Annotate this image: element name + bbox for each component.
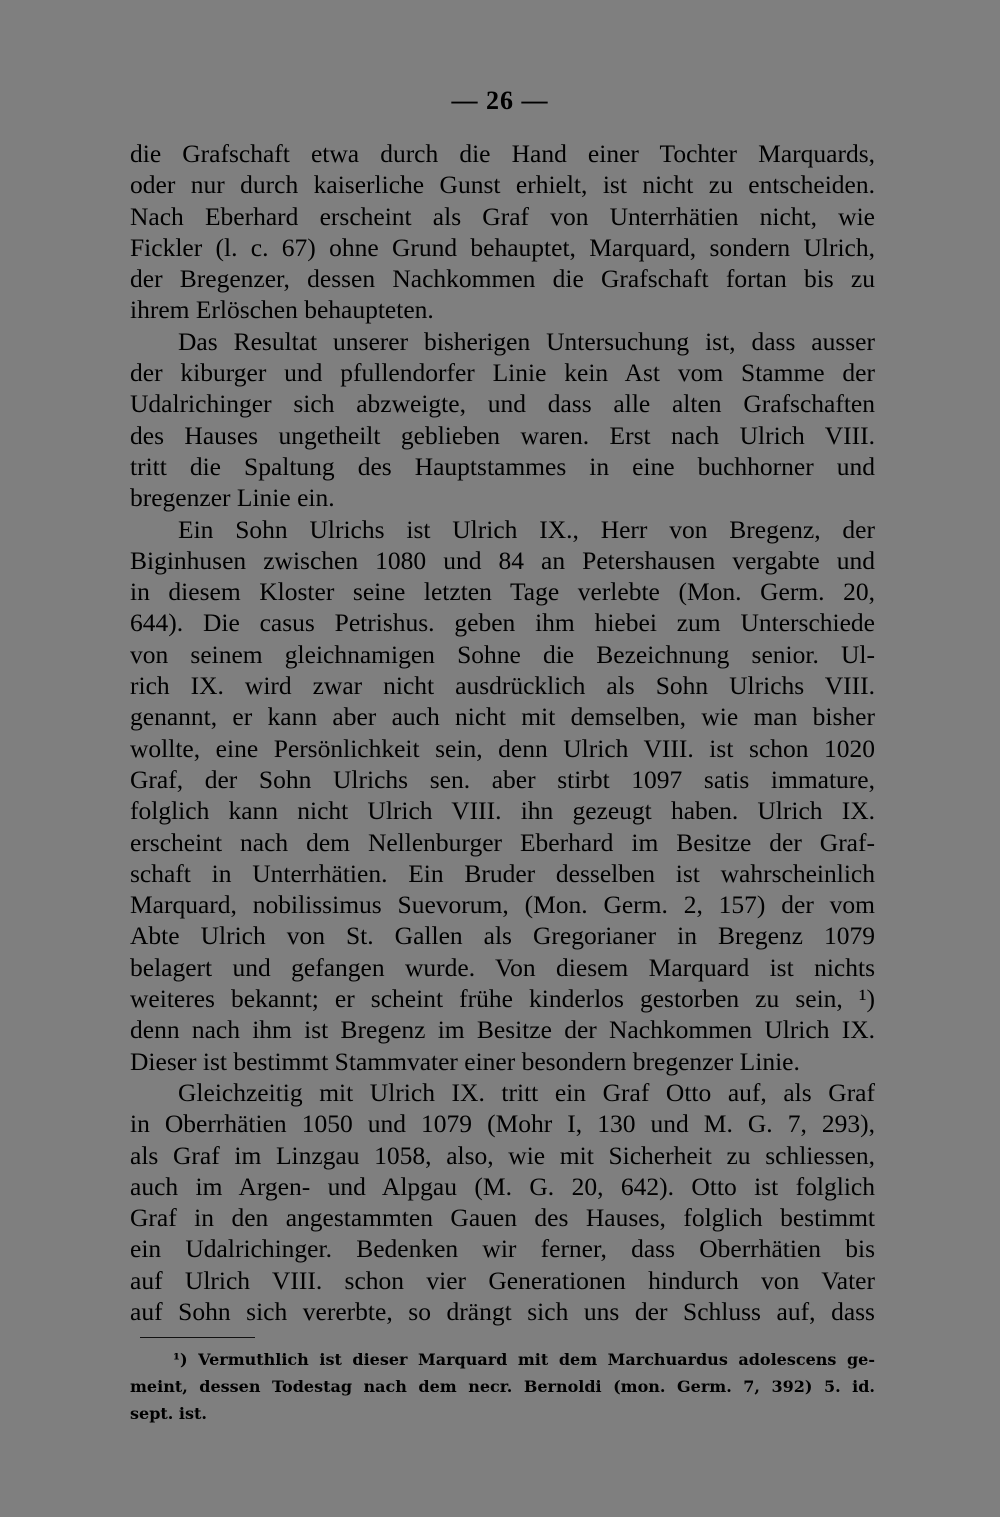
text-line: Fickler (l. c. 67) ohne Grund behauptet, Marquard, sondern Ulrich, (130, 232, 875, 262)
text-line: ein Udalrichinger. Bedenken wir ferner, dass Oberrhätien bis (130, 1234, 875, 1264)
paragraph (130, 1077, 875, 1327)
text-line: in Oberrhätien 1050 und 1079 (Mohr I, 130 und M. G. 7, 293), (130, 1109, 875, 1139)
footnote-line: sept. ist. (130, 1404, 207, 1423)
text-line: schaft in Unterrhätien. Ein Bruder desselben ist wahrscheinlich (130, 858, 875, 888)
text-line: Biginhusen zwischen 1080 und 84 an Petershausen vergabte und (130, 545, 875, 575)
text-line: auf Ulrich VIII. schon vier Generationen hindurch von Vater (130, 1265, 875, 1295)
text-line: Dieser ist bestimmt Stammvater einer besondern bregenzer Linie. (130, 1046, 800, 1076)
footnote-divider (140, 1337, 255, 1338)
text-line: Graf, der Sohn Ulrichs sen. aber stirbt 1097 satis immature, (130, 764, 875, 794)
text-line: folglich kann nicht Ulrich VIII. ihn gezeugt haben. Ulrich IX. (130, 796, 875, 826)
text-line: auch im Argen- und Alpgau (M. G. 20, 642). Otto ist folglich (130, 1171, 875, 1201)
text-line: Das Resultat unserer bisherigen Untersuchung ist, dass ausser (178, 326, 875, 356)
text-line: in diesem Kloster seine letzten Tage verlebte (Mon. Germ. 20, (130, 577, 875, 607)
text-line: rich IX. wird zwar nicht ausdrücklich als Sohn Ulrichs VIII. (130, 671, 875, 701)
text-line: Gleichzeitig mit Ulrich IX. tritt ein Graf Otto auf, als Graf (178, 1077, 875, 1107)
text-line: tritt die Spaltung des Hauptstammes in eine buchhorner und (130, 451, 875, 481)
text-line: weiteres bekannt; er scheint frühe kinderlos gestorben zu sein, ¹) (130, 984, 875, 1014)
text-line: ihrem Erlöschen behaupteten. (130, 295, 434, 325)
text-line: auf Sohn sich vererbte, so drängt sich uns der Schluss auf, dass (130, 1296, 875, 1326)
footnote-line: ¹) Vermuthlich ist dieser Marquard mit dem Marchuardus adolescens ge- (173, 1350, 875, 1369)
body-text (130, 138, 875, 1327)
paragraph (130, 138, 875, 326)
text-line: die Grafschaft etwa durch die Hand einer Tochter Marquards, (130, 139, 875, 168)
text-line: Udalrichinger sich abzweigte, und dass alle alten Grafschaften (130, 389, 875, 419)
footnote-line: meint, dessen Todestag nach dem necr. Bernoldi (mon. Germ. 7, 392) 5. id. (130, 1377, 875, 1396)
text-line: als Graf im Linzgau 1058, also, wie mit Sicherheit zu schliessen, (130, 1140, 875, 1170)
text-line: der Bregenzer, dessen Nachkommen die Grafschaft fortan bis zu (130, 264, 875, 294)
footnotes (130, 1346, 875, 1427)
text-line: belagert und gefangen wurde. Von diesem Marquard ist nichts (130, 952, 875, 982)
footnote (130, 1346, 875, 1427)
text-line: genannt, er kann aber auch nicht mit demselben, wie man bisher (130, 702, 875, 732)
text-line: oder nur durch kaiserliche Gunst erhielt, ist nicht zu entscheiden. (130, 170, 875, 200)
text-line: erscheint nach dem Nellenburger Eberhard im Besitze der Graf- (130, 827, 875, 857)
text-line: bregenzer Linie ein. (130, 483, 335, 513)
text-line: Abte Ulrich von St. Gallen als Gregorianer in Bregenz 1079 (130, 921, 875, 951)
text-line: denn nach ihm ist Bregenz im Besitze der Nachkommen Ulrich IX. (130, 1015, 875, 1045)
paragraph (130, 514, 875, 1077)
page-number: — 26 — (451, 86, 549, 115)
text-line: der kiburger und pfullendorfer Linie kein Ast vom Stamme der (130, 358, 875, 388)
text-line: Nach Eberhard erscheint als Graf von Unterrhätien nicht, wie (130, 201, 875, 231)
text-line: Graf in den angestammten Gauen des Hauses, folglich bestimmt (130, 1203, 875, 1233)
text-line: wollte, eine Persönlichkeit sein, denn Ulrich VIII. ist schon 1020 (130, 733, 875, 763)
paragraph (130, 326, 875, 514)
text-line: Marquard, nobilissimus Suevorum, (Mon. Germ. 2, 157) der vom (130, 890, 875, 920)
text-line: von seinem gleichnamigen Sohne die Bezeichnung senior. Ul- (130, 639, 875, 669)
text-line: 644). Die casus Petrishus. geben ihm hiebei zum Unterschiede (130, 608, 875, 638)
text-line: Ein Sohn Ulrichs ist Ulrich IX., Herr von Bregenz, der (178, 514, 875, 544)
text-line: des Hauses ungetheilt geblieben waren. Erst nach Ulrich VIII. (130, 420, 875, 450)
